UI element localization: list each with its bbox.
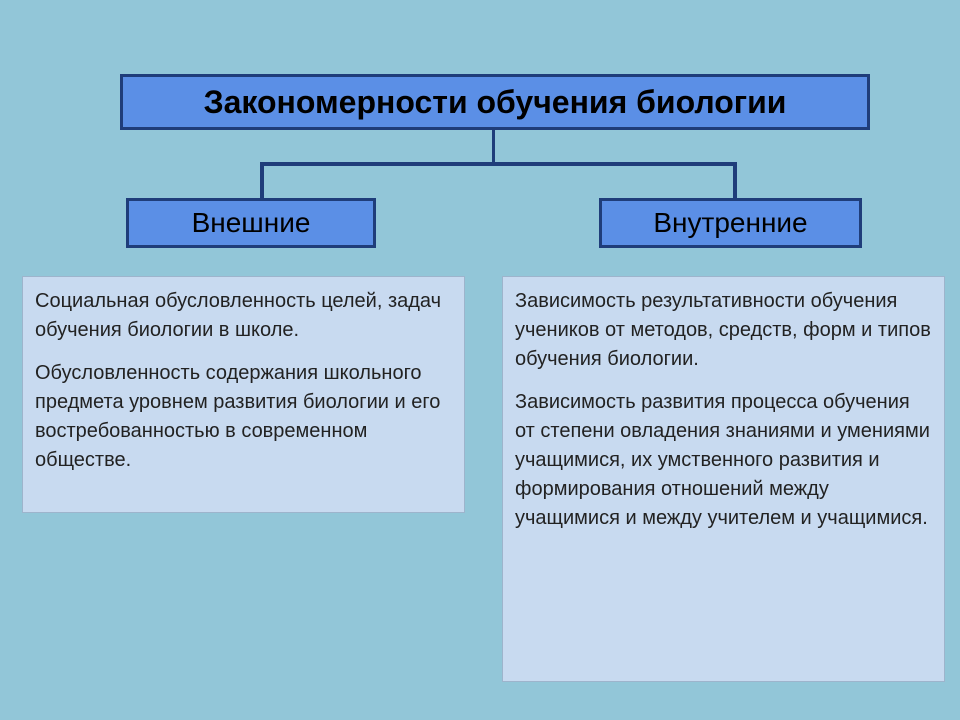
external-item: Социальная обусловленность целей, задач обучения биологии в школе. [35, 290, 442, 341]
category-label-internal: Внутренние [653, 207, 808, 238]
internal-item: Зависимость развития процесса обучения от степени овладения знаниями и умениями учащимися, их умственного развития и формирования отношений между учащимися и между учителем и учащимися. [515, 391, 930, 529]
connector-vertical-right [733, 162, 737, 199]
connector-vertical-top [492, 130, 495, 164]
category-box-external [126, 198, 376, 248]
internal-content-panel [502, 276, 945, 682]
external-content-panel [22, 276, 465, 513]
external-item: Обусловленность содержания школьного предмета уровнем развития биологии и его востребованностью в современном обществе. [35, 362, 441, 471]
diagram-title-box [120, 74, 870, 130]
category-label-external: Внешние [191, 207, 311, 238]
diagram-title: Закономерности обучения биологии [203, 83, 787, 120]
connector-horizontal [261, 162, 737, 166]
category-box-internal [599, 198, 862, 248]
connector-vertical-left [260, 162, 264, 199]
internal-item: Зависимость результативности обучения учеников от методов, средств, форм и типов обучения биологии. [515, 290, 931, 370]
